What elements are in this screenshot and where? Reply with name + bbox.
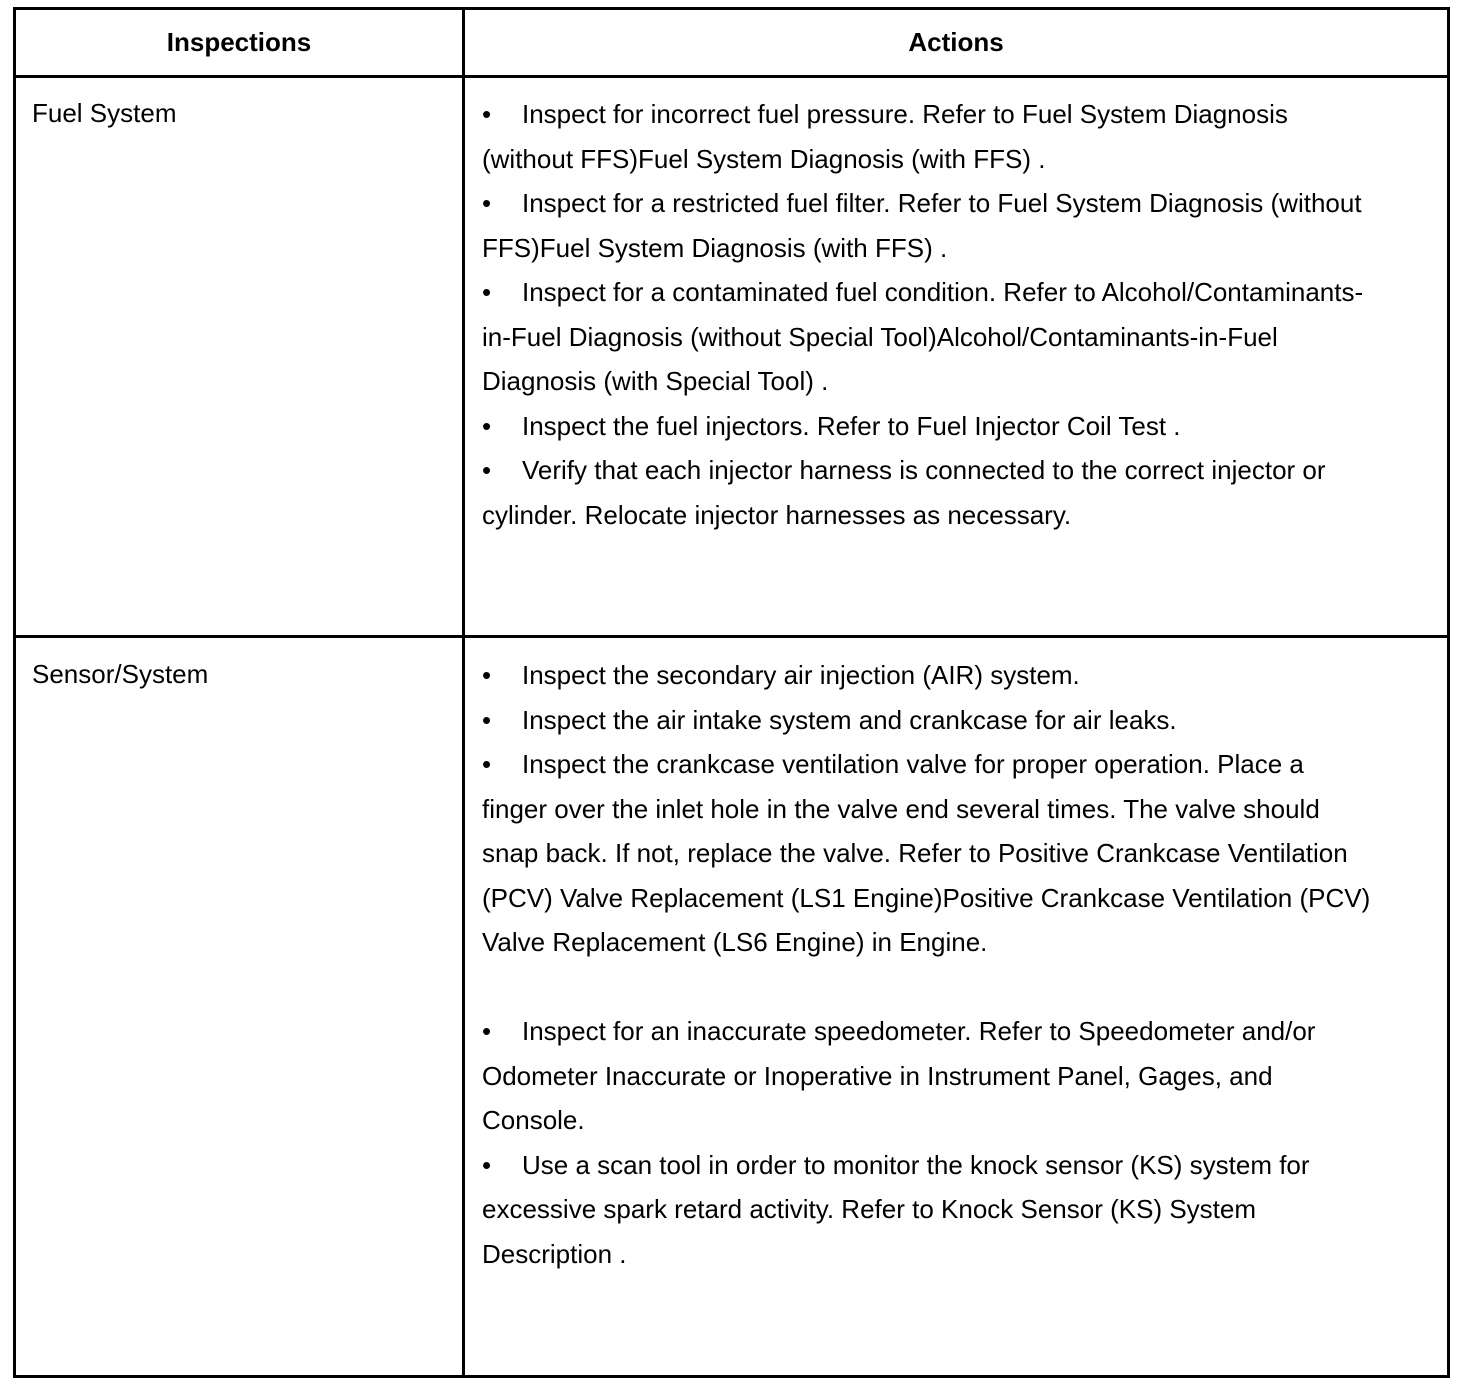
list-item: • Inspect for a contaminated fuel condition. Refer to Alcohol/Contaminants-in-Fuel Diagnosis (without Special Tool)Alcohol/Contaminants-in-Fuel Diagnosis (with Special Tool) . — [482, 277, 1364, 396]
list-item: • Inspect the air intake system and crankcase for air leaks. — [482, 704, 1177, 735]
list-item: • Verify that each injector harness is connected to the correct injector or cylinder. Relocate injector harnesses as necessary. — [482, 455, 1326, 530]
list-item: • Inspect the fuel injectors. Refer to Fuel Injector Coil Test . — [482, 410, 1181, 441]
inspection-label-sensor-system: Sensor/System — [32, 659, 209, 689]
list-item: • Inspect the crankcase ventilation valve for proper operation. Place a finger over the inlet hole in the valve end several times. The valve should snap back. If not, replace the valve. Refer to Positive Crankcase Ventilation (PCV) Valve Replacement (LS1 Engine)Positive Crankcase Ventilation (PCV) Valve Replacement (LS6 Engine) in Engine. — [482, 749, 1371, 957]
header-actions: Actions — [908, 26, 1004, 57]
actions-list-sensor-system — [482, 653, 1372, 1276]
list-item: • Inspect for a restricted fuel filter. Refer to Fuel System Diagnosis (without FFS)Fuel System Diagnosis (with FFS) . — [482, 188, 1362, 263]
column-divider — [462, 7, 465, 1378]
list-item: • Inspect for incorrect fuel pressure. Refer to Fuel System Diagnosis (without FFS)Fuel System Diagnosis (with FFS) . — [482, 99, 1288, 174]
list-item: • Use a scan tool in order to monitor the knock sensor (KS) system for excessive spark retard activity. Refer to Knock Sensor (KS) System Description . — [482, 1149, 1310, 1269]
inspection-label-fuel-system: Fuel System — [32, 98, 177, 128]
table-bottom-border — [13, 1375, 1450, 1378]
row-divider — [13, 635, 1450, 638]
table-left-border — [13, 7, 16, 1378]
actions-list-fuel-system — [482, 92, 1372, 537]
header-inspections: Inspections — [166, 26, 312, 57]
table-right-border — [1447, 7, 1450, 1378]
list-item: • Inspect the secondary air injection (AIR) system. — [482, 660, 1080, 690]
spacer — [482, 965, 1372, 1010]
list-item: • Inspect for an inaccurate speedometer. Refer to Speedometer and/or Odometer Inaccurate or Inoperative in Instrument Panel, Gages, and Console. — [482, 1016, 1316, 1135]
